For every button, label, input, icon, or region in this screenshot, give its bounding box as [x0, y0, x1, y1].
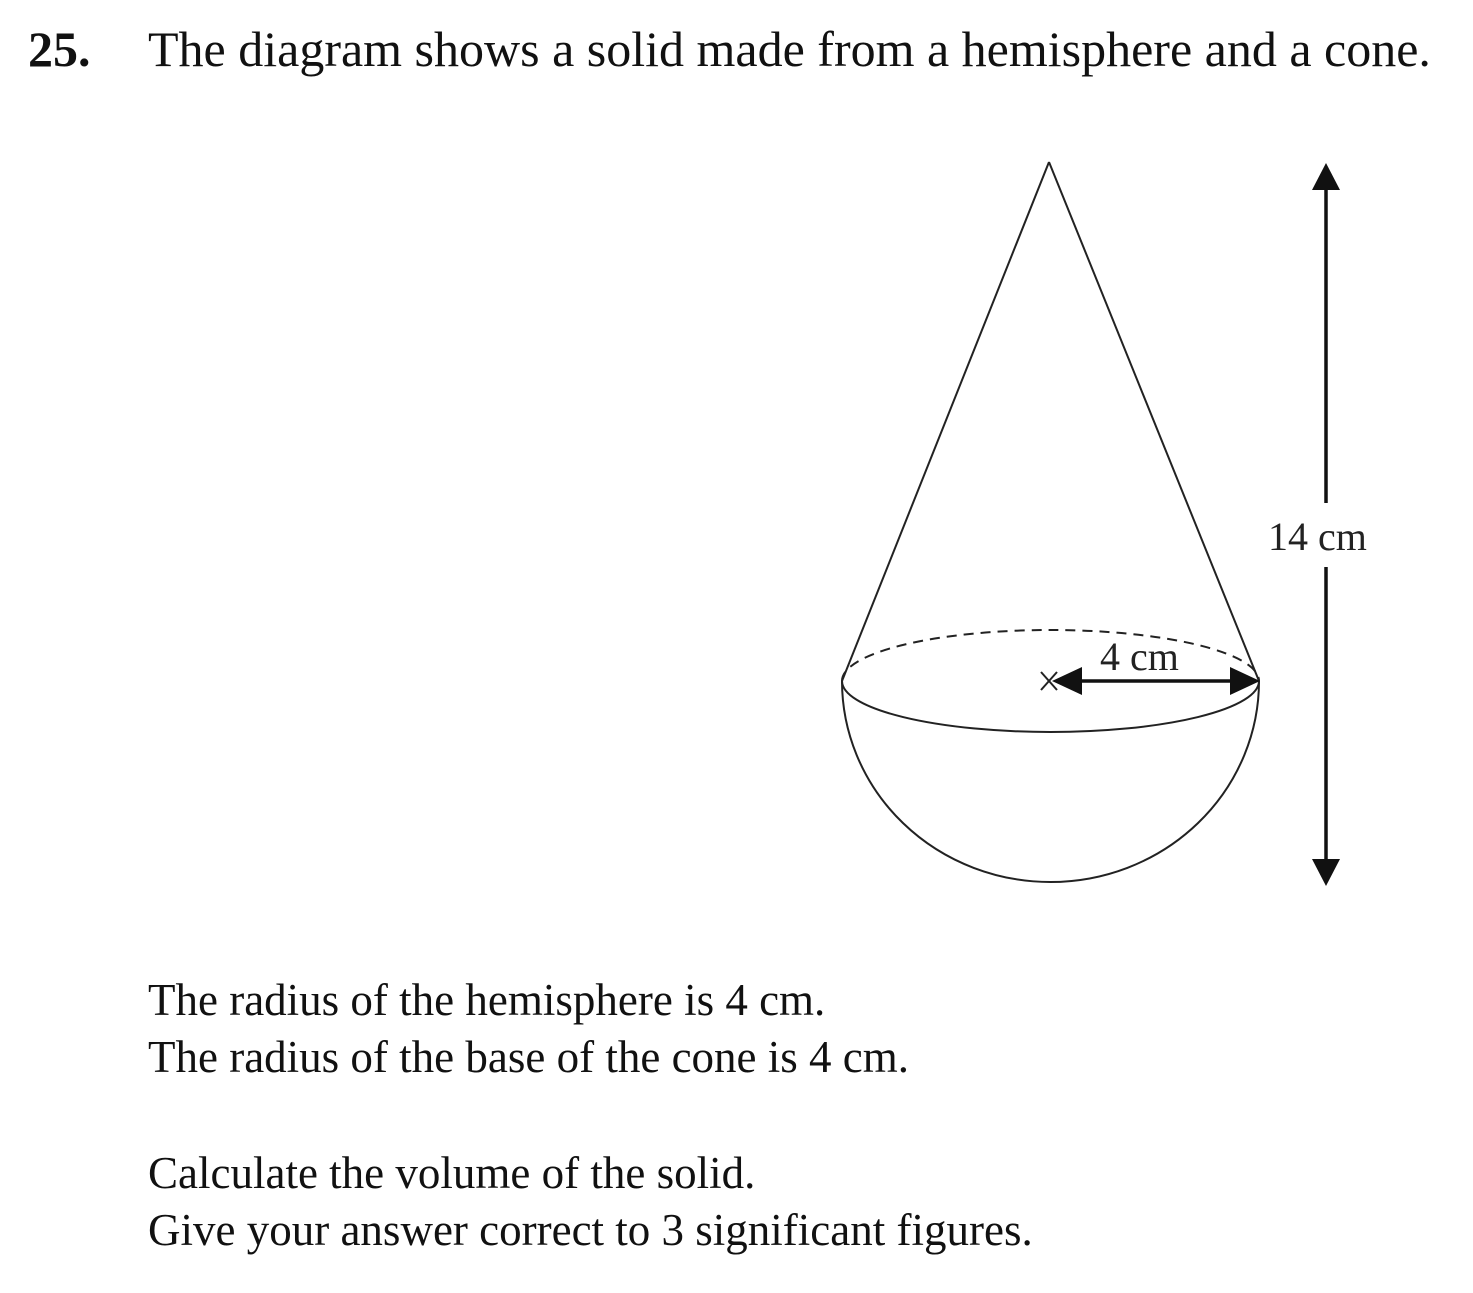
cone-right-edge — [1049, 162, 1259, 681]
task-line-precision: Give your answer correct to 3 significant figures. — [148, 1205, 1033, 1255]
question-number: 25. — [28, 21, 91, 77]
question-intro: The diagram shows a solid made from a hemisphere and a cone. — [148, 21, 1431, 77]
base-ellipse-back — [842, 630, 1259, 681]
hemisphere-outline — [842, 681, 1259, 882]
given-line-hemisphere: The radius of the hemisphere is 4 cm. — [148, 975, 826, 1025]
radius-label: 4 cm — [1100, 634, 1179, 679]
task-info — [148, 1145, 1033, 1259]
base-ellipse-front — [842, 681, 1259, 732]
height-label: 14 cm — [1268, 514, 1367, 559]
given-line-cone: The radius of the base of the cone is 4 cm. — [148, 1032, 910, 1082]
task-line-calculate: Calculate the volume of the solid. — [148, 1148, 756, 1198]
given-info — [148, 972, 909, 1086]
cone-left-edge — [842, 162, 1049, 681]
